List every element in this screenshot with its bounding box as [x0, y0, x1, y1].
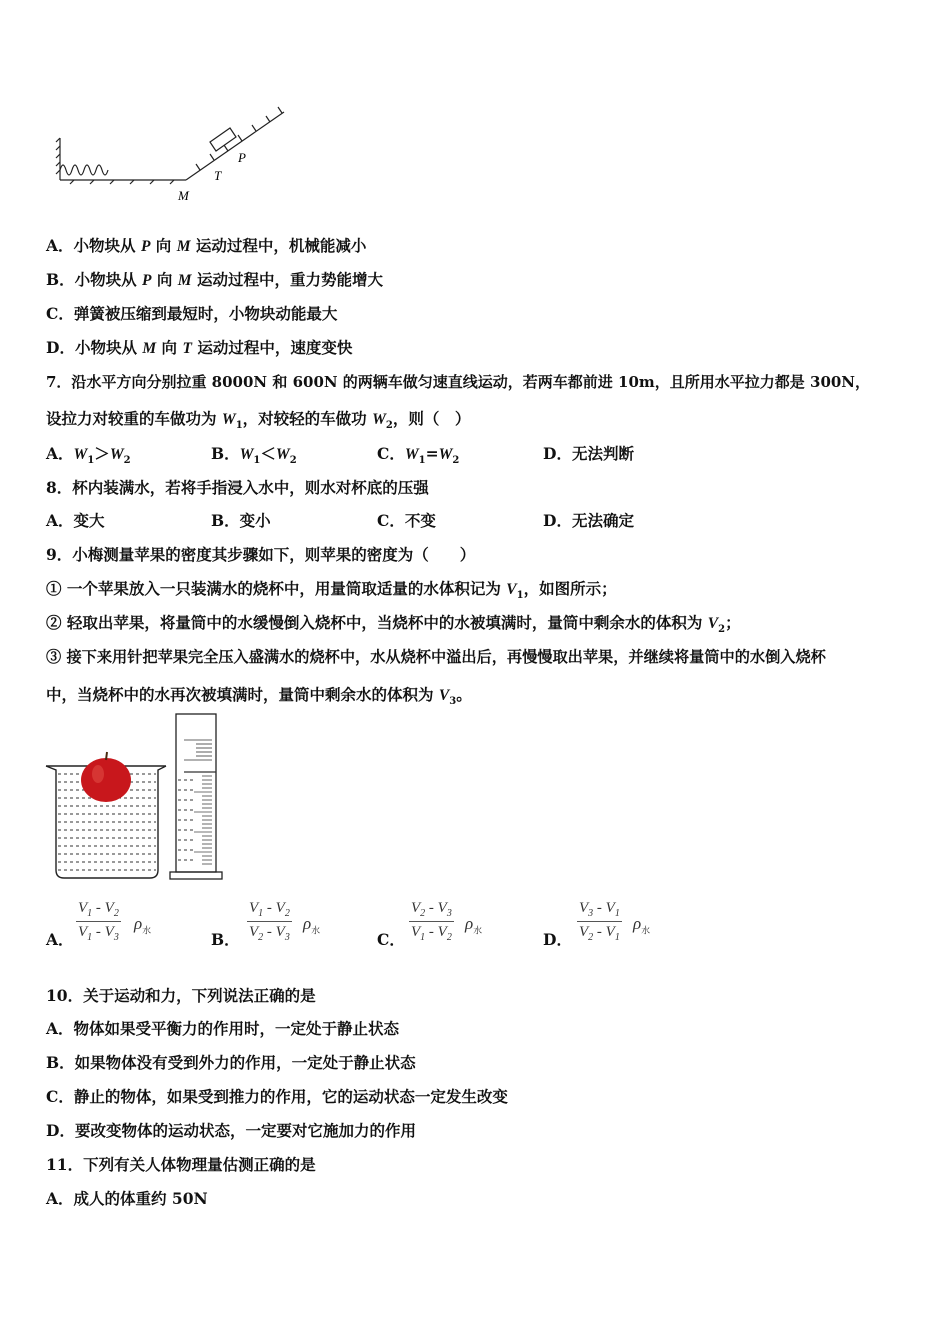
q9-option-a: A． $V_1 - V_2$ $V_1 - V_3$ $\rho_水$ [46, 900, 152, 949]
q7-option-c: C．$W_1=W_2$ [377, 444, 460, 467]
q7-stem-line2: 设拉力对较重的车做功为 $W_1$，对较轻的车做功 $W_2$，则（ ） [46, 409, 471, 432]
q9-step3-line1: ③ 接下来用针把苹果完全压入盛满水的烧杯中，水从烧杯中溢出后，再慢慢取出苹果，并继续将量筒中的水倒入烧杯 [46, 648, 826, 666]
q9-option-b: B． $V_1 - V_2$ $V_2 - V_3$ $\rho_水$ [211, 900, 321, 949]
q6-option-d: D．小物块从 M 向 T 运动过程中，速度变快 [46, 338, 353, 357]
q10-option-c: C．静止的物体，如果受到推力的作用，它的运动状态一定发生改变 [46, 1087, 508, 1106]
q9-step2: ② 轻取出苹果，将量筒中的水缓慢倒入烧杯中，当烧杯中的水被填满时，量筒中剩余水的体积为 $V_2$； [46, 613, 741, 636]
q10-option-b: B．如果物体没有受到外力的作用，一定处于静止状态 [46, 1053, 416, 1072]
apple [81, 752, 131, 802]
q9-option-c: C． $V_2 - V_3$ $V_1 - V_2$ $\rho_水$ [377, 900, 483, 949]
q9-step1: ① 一个苹果放入一只装满水的烧杯中，用量筒取适量的水体积记为 $V_1$，如图所示； [46, 579, 617, 602]
label-t: T [214, 168, 222, 183]
fraction: $V_1 - V_2$ $V_2 - V_3$ [249, 900, 290, 943]
q11-option-a: A．成人的体重约 50N [46, 1189, 208, 1208]
q6-option-c: C．弹簧被压缩到最短时，小物块动能最大 [46, 304, 338, 323]
beaker-apple-cylinder-figure [44, 712, 234, 882]
q6-option-a: A．小物块从 P 向 M 运动过程中，机械能减小 [46, 236, 367, 255]
q9-step3-line2: 中，当烧杯中的水再次被填满时，量筒中剩余水的体积为 $V_3$。 [46, 685, 472, 708]
q6-option-b: B．小物块从 P 向 M 运动过程中，重力势能增大 [46, 270, 383, 289]
q11-stem: 11．下列有关人体物理量估测正确的是 [46, 1155, 316, 1174]
label-m: M [178, 188, 189, 203]
fraction: $V_3 - V_1$ $V_2 - V_1$ [579, 900, 620, 943]
q9-option-d: D． $V_3 - V_1$ $V_2 - V_1$ $\rho_水$ [543, 900, 651, 949]
q7-option-b: B．$W_1<W_2$ [211, 444, 297, 467]
label-p: P [238, 150, 246, 165]
q8-option-d: D．无法确定 [543, 511, 634, 530]
q7-option-a: A．$W_1>W_2$ [46, 444, 131, 467]
q7-stem-line1: 7．沿水平方向分别拉重 8000N 和 600N 的两辆车做匀速直线运动，若两车都前进 10m，且所用水平拉力都是 300N， [46, 373, 871, 391]
incline-spring-figure [50, 100, 300, 210]
fraction: $V_1 - V_2$ $V_1 - V_3$ [78, 900, 119, 943]
fraction: $V_2 - V_3$ $V_1 - V_2$ [411, 900, 452, 943]
q8-stem: 8．杯内装满水，若将手指浸入水中，则水对杯底的压强 [46, 478, 429, 497]
q8-option-b: B．变小 [211, 511, 271, 530]
q7-option-d: D．无法判断 [543, 444, 634, 463]
q8-option-c: C．不变 [377, 511, 436, 530]
q8-option-a: A．变大 [46, 511, 105, 530]
q10-option-d: D．要改变物体的运动状态，一定要对它施加力的作用 [46, 1121, 416, 1140]
q9-stem: 9．小梅测量苹果的密度其步骤如下，则苹果的密度为（ ） [46, 545, 476, 564]
q10-stem: 10．关于运动和力，下列说法正确的是 [46, 986, 316, 1005]
q10-option-a: A．物体如果受平衡力的作用时，一定处于静止状态 [46, 1019, 400, 1038]
